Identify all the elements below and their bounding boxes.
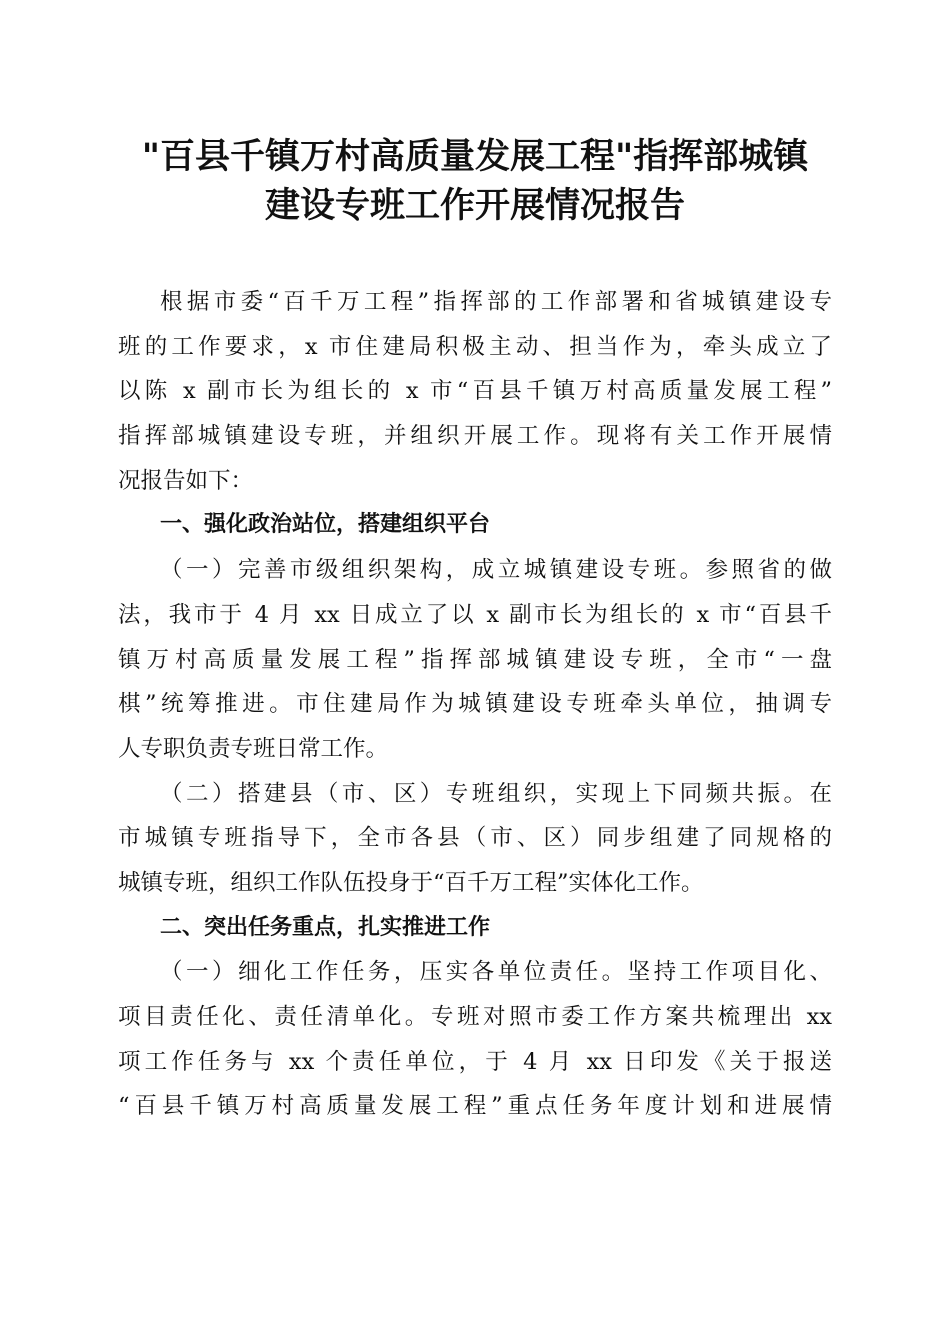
paragraph-line: 况报告如下： [118, 467, 254, 494]
section-heading-2: 二、突出任务重点，扎实推进工作 [160, 914, 491, 940]
paragraph-line: （一）细化工作任务，压实各单位责任。坚持工作项目化、 [160, 959, 832, 986]
title-line-1: "百县千镇万村高质量发展工程"指挥部城镇 [141, 136, 809, 177]
document-body [118, 280, 832, 1129]
paragraph-line: 人专职负责专班日常工作。 [118, 735, 389, 762]
paragraph-line: 棋”统筹推进。市住建局作为城镇建设专班牵头单位，抽调专 [118, 691, 832, 718]
paragraph-line: “百县千镇万村高质量发展工程”重点任务年度计划和进展情 [118, 1093, 832, 1120]
paragraph-line: 以陈 x 副市长为组长的 x 市“百县千镇万村高质量发展工程” [118, 378, 832, 405]
paragraph-line: 城镇专班，组织工作队伍投身于“百千万工程”实体化工作。 [118, 869, 704, 896]
paragraph-line: （一）完善市级组织架构，成立城镇建设专班。参照省的做 [160, 557, 832, 584]
paragraph-line: 项工作任务与 xx 个责任单位，于 4 月 xx 日印发《关于报送 [118, 1048, 832, 1075]
paragraph-line: 指挥部城镇建设专班，并组织开展工作。现将有关工作开展情 [118, 423, 832, 450]
title-line-2: 建设专班工作开展情况报告 [264, 185, 685, 226]
paragraph-line: 市城镇专班指导下，全市各县（市、区）同步组建了同规格的 [118, 825, 832, 852]
paragraph-line: 法，我市于 4 月 xx 日成立了以 x 副市长为组长的 x 市“百县千 [118, 601, 832, 628]
paragraph-line: 班的工作要求，x 市住建局积极主动、担当作为，牵头成立了 [118, 333, 832, 360]
document-title [100, 132, 850, 230]
section-heading-1: 一、强化政治站位，搭建组织平台 [160, 512, 491, 538]
paragraph-line: （二）搭建县（市、区）专班组织，实现上下同频共振。在 [160, 780, 832, 807]
paragraph-line: 项目责任化、责任清单化。专班对照市委工作方案共梳理出 xx [118, 1004, 832, 1030]
paragraph-line: 镇万村高质量发展工程”指挥部城镇建设专班，全市“一盘 [118, 646, 832, 673]
paragraph-line: 根据市委“百千万工程”指挥部的工作部署和省城镇建设专 [160, 289, 832, 315]
